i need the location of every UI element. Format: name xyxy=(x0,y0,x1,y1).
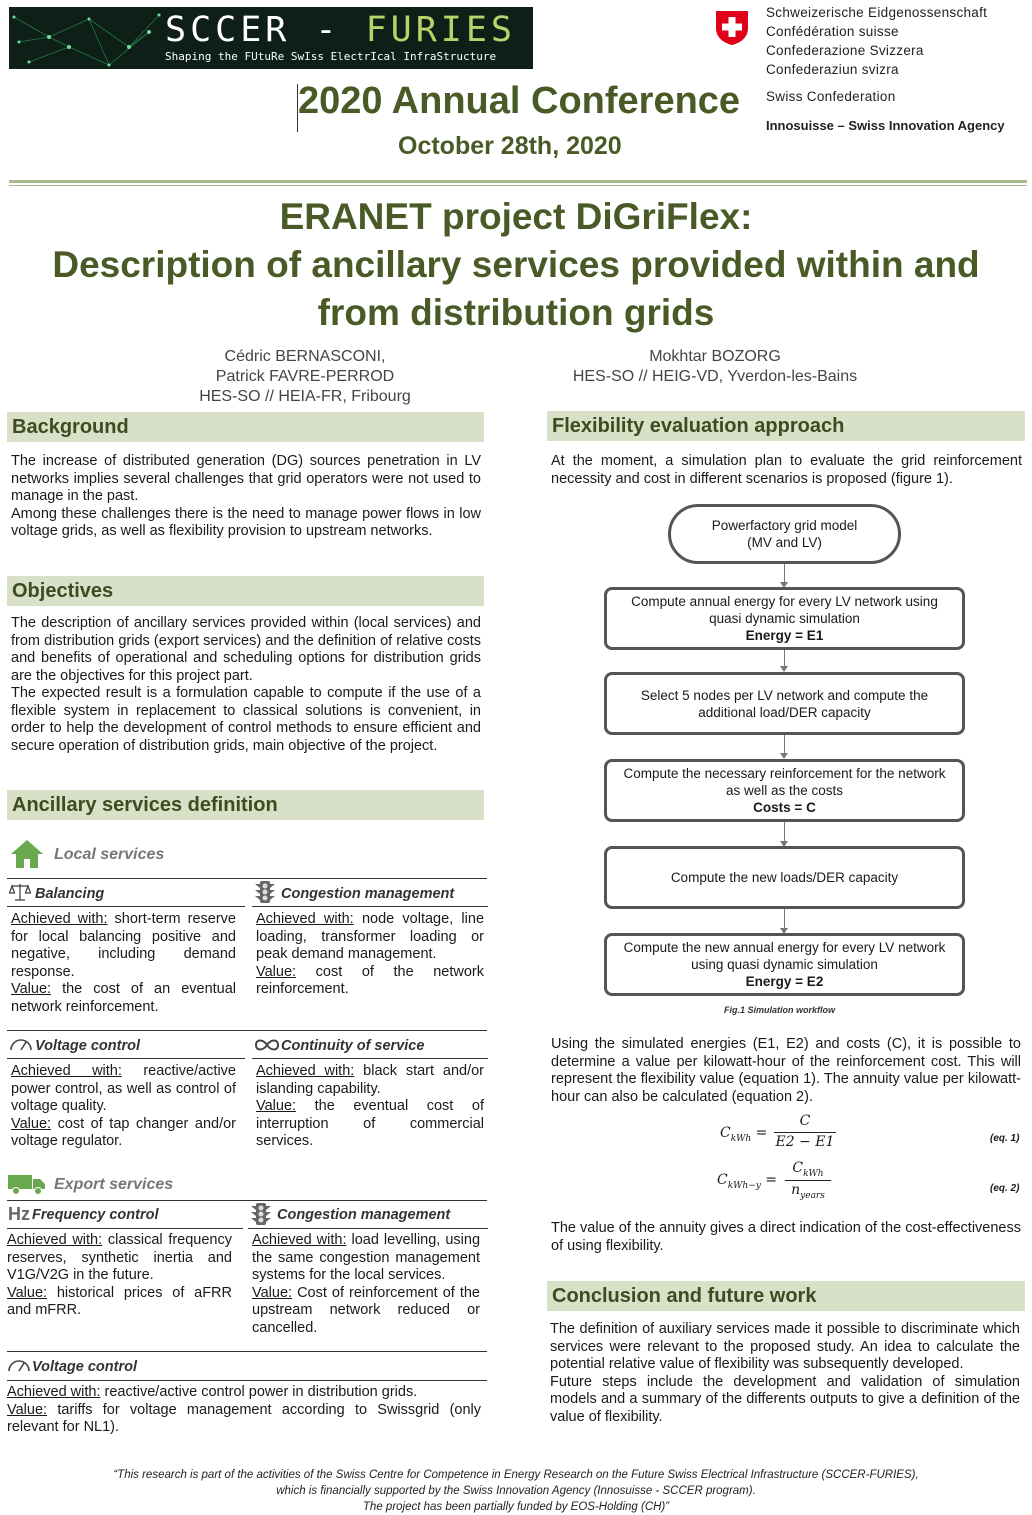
annuity-text: The value of the annuity gives a direct indication of the cost-effectiveness of using flexibility. xyxy=(551,1220,1021,1254)
frequency-text: Achieved with: classical frequency reserves, synthetic inertia and V1G/V2G in the future. Value: historical prices of aFRR and mFRR. xyxy=(7,1232,233,1318)
acknowledgement-footer: “This research is part of the activities of the Swiss Centre for Competence in Energy Research on the Future Swiss Electrical Infrastructure (SCCER-FURIES), which is financially supported by the Swiss Innovation Agency (Innosuisse - SCCER program). The project has been partially funded by EOS-Holding (CH)” xyxy=(113,1469,919,1513)
flow-step-select-nodes: Select 5 nodes per LV network and compute the additional load/DER capacity xyxy=(604,672,965,735)
flexibility-heading: Flexibility evaluation approach xyxy=(547,411,1025,441)
divider xyxy=(7,1058,245,1059)
swiss-flag-icon xyxy=(713,8,751,46)
traffic-light-icon xyxy=(250,1202,272,1226)
divider xyxy=(7,1200,487,1201)
congestion-export-title: Congestion management xyxy=(277,1207,451,1223)
voltage-export-text: Achieved with: reactive/active control power in distribution grids. Value: tariffs for voltage management according to Swissgrid (only relevant for NL1). xyxy=(7,1384,482,1435)
authors-right: Mokhtar BOZORG HES-SO // HEIG-VD, Yverdon-les-Bains xyxy=(572,348,858,385)
divider xyxy=(252,906,488,907)
local-services-heading: Local services xyxy=(54,846,165,863)
equation-1: $C_{kWh}$ = C E2 − E1 xyxy=(720,1113,835,1150)
figure-caption: Fig.1 Simulation workflow xyxy=(724,1005,836,1015)
logo-subtitle: Shaping the FUtuRe SwIss ElectrIcal InfraStructure xyxy=(165,50,497,63)
frequency-title: Frequency control xyxy=(32,1207,159,1223)
traffic-light-icon xyxy=(254,880,276,904)
congestion-export-text: Achieved with: load levelling, using the same congestion management systems for the local services. Value: Cost of reinforcement of the upstream network reduced or cancelled. xyxy=(252,1232,481,1336)
equation-2-number: (eq. 2) xyxy=(990,1183,1020,1194)
flow-arrow xyxy=(784,564,785,582)
equation-2: $C_{kWh-y}$ = $C_{kWh}$ $n_{years}$ xyxy=(717,1160,837,1202)
balancing-title: Balancing xyxy=(35,886,105,902)
confederation-de: Schweizerische Eidgenossenschaft xyxy=(766,5,988,20)
flow-step-new-energy: Compute the new annual energy for every LV network using quasi dynamic simulation Energy = E2 xyxy=(604,933,965,996)
divider xyxy=(252,1058,488,1059)
balancing-text: Achieved with: short-term reserve for local balancing positive and negative, including demand response. Value: the cost of an eventual network reinforcement. xyxy=(11,911,237,1015)
objectives-text: The description of ancillary services provided within (local services) and from distribution grids (export services) and the definition of relative costs and benefits of operational and scheduling options for distribution grids are the objectives for this project part. The expected result is a formulation capable to compute if the use of a flexible system in replacement to classical solutions is convenient, in order to help the development of control methods to ensure efficient and secure operation of distribution grids, main objective of the project. xyxy=(11,615,481,754)
congestion-local-title: Congestion management xyxy=(281,886,455,902)
hz-icon: Hz xyxy=(8,1204,30,1224)
scale-icon xyxy=(9,882,31,902)
voltage-export-title: Voltage control xyxy=(32,1359,137,1375)
congestion-local-text: Achieved with: node voltage, line loading, transformer loading or peak demand management. Value: cost of the network reinforcement. xyxy=(256,911,485,997)
divider xyxy=(7,878,487,879)
divider xyxy=(7,1380,487,1381)
equation-1-number: (eq. 1) xyxy=(990,1133,1020,1144)
objectives-heading: Objectives xyxy=(7,576,484,606)
continuity-title: Continuity of service xyxy=(281,1038,425,1054)
logo-title: SCCER - FURIES xyxy=(165,10,517,50)
confederation-fr: Confédération suisse xyxy=(766,24,899,39)
background-text: The increase of distributed generation (DG) sources penetration in LV networks implies several challenges that grid operators were not used to manage in the past. Among these challenges there is the need to manage power flows in low voltage grids, as well as flexibility provision to upstream networks. xyxy=(11,453,481,539)
divider xyxy=(248,1228,488,1229)
flow-step-grid-model: Powerfactory grid model (MV and LV) xyxy=(668,504,901,564)
divider xyxy=(7,1351,487,1352)
conclusion-text: The definition of auxiliary services made it possible to discriminate which services were relevant to the proposed study. An idea to calculate the potential relative value of flexibility was subsequently developed. Future steps include the development and validation of simulation models and a summary of the differents outputs to give a definition of the value of flexibility. xyxy=(550,1321,1020,1425)
house-icon xyxy=(9,838,45,870)
infinity-icon xyxy=(254,1038,280,1052)
background-heading: Background xyxy=(7,412,484,442)
poster-title: ERANET project DiGriFlex: Description of ancillary services provided within and from distribution grids xyxy=(52,196,980,333)
divider xyxy=(7,906,245,907)
gauge-icon xyxy=(9,1036,33,1052)
header-rule-thin xyxy=(9,185,1027,186)
flow-arrow xyxy=(784,650,785,667)
fraction-bar xyxy=(785,1180,831,1181)
flow-arrow xyxy=(784,909,785,929)
flow-step-annual-energy: Compute annual energy for every LV network using quasi dynamic simulation Energy = E1 xyxy=(604,587,965,650)
ancillary-heading: Ancillary services definition xyxy=(7,790,484,820)
conference-title: 2020 Annual Conference xyxy=(298,80,741,122)
swiss-confederation: Swiss Confederation xyxy=(766,89,896,104)
flow-arrow xyxy=(784,735,785,754)
fraction-bar xyxy=(774,1132,836,1133)
flexibility-text: Using the simulated energies (E1, E2) and costs (C), it is possible to determine a value per kilowatt-hour of the reinforcement cost. This will represent the flexibility value (equation 1). The annuity value per kilowatt-hour can also be calculated (equation 2). xyxy=(551,1036,1021,1105)
divider xyxy=(7,1030,487,1031)
export-services-heading: Export services xyxy=(54,1176,174,1193)
gauge-icon xyxy=(7,1357,31,1373)
flexibility-intro: At the moment, a simulation plan to evaluate the grid reinforcement necessity and cost in different scenarios is proposed (figure 1). xyxy=(551,453,1022,487)
truck-icon xyxy=(7,1172,47,1196)
flow-arrow xyxy=(784,822,785,842)
conference-date: October 28th, 2020 xyxy=(398,132,622,160)
confederation-rm: Confederaziun svizra xyxy=(766,62,899,77)
innosuisse-agency: Innosuisse – Swiss Innovation Agency xyxy=(766,118,1005,133)
flow-step-reinforcement: Compute the necessary reinforcement for the network as well as the costs Costs = C xyxy=(604,759,965,822)
continuity-text: Achieved with: black start and/or islanding capability. Value: the eventual cost of interruption of commercial services. xyxy=(256,1063,485,1149)
flow-step-new-capacity: Compute the new loads/DER capacity xyxy=(604,846,965,909)
confederation-it: Confederazione Svizzera xyxy=(766,43,924,58)
voltage-local-text: Achieved with: reactive/active power control, as well as control of voltage quality. Value: cost of tap changer and/or voltage regulator. xyxy=(11,1063,236,1149)
voltage-local-title: Voltage control xyxy=(35,1038,140,1054)
header-rule xyxy=(9,180,1027,183)
conclusion-heading: Conclusion and future work xyxy=(547,1281,1025,1311)
authors-left: Cédric BERNASCONI, Patrick FAVRE-PERROD HES-SO // HEIA-FR, Fribourg xyxy=(199,348,411,405)
divider xyxy=(7,1228,243,1229)
